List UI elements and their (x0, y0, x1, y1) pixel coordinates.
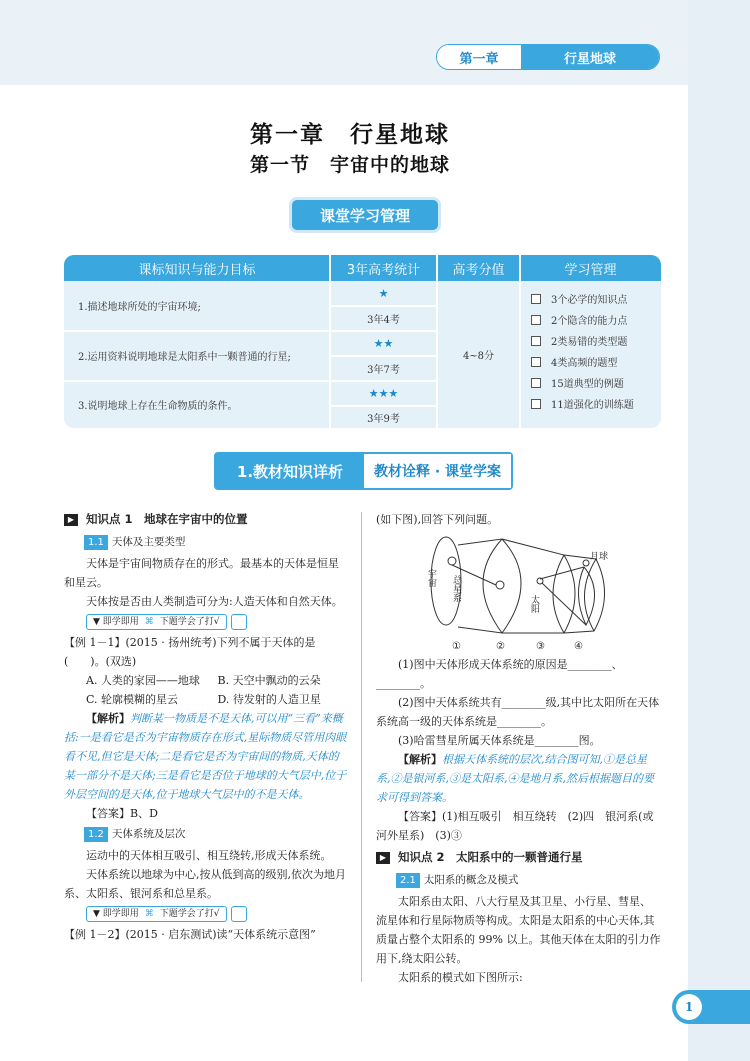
paragraph: (如下图),回答下列问题。 (376, 513, 499, 526)
question-2: (2)图中天体系统共有________级,其中比太阳所在天体系统高一级的天体系统是________。 (376, 696, 660, 728)
checkbox[interactable] (531, 336, 541, 346)
label-n2: ② (496, 641, 505, 652)
label-n4: ④ (574, 641, 583, 652)
practice-bar: ▼ 即学即用 ⌘ 下题学会了打√ (86, 906, 349, 922)
practice-bar: ▼ 即学即用 ⌘ 下题学会了打√ (86, 614, 349, 630)
banner-right: 教材诠释 · 课堂学案 (364, 454, 511, 488)
knowledge-point-2 (376, 848, 661, 867)
label-moon: 月球 (590, 552, 609, 562)
page-subtitle: 第一节 宇宙中的地球 (249, 154, 450, 176)
checkbox[interactable] (531, 315, 541, 325)
section-pill: 课堂学习管理 (292, 200, 438, 230)
right-column (376, 510, 661, 987)
subsection-2-1: 2.1 太阳系的概念及模式 (396, 871, 661, 890)
divider (519, 255, 521, 428)
page-number: 1 (676, 994, 702, 1020)
stars-2: ★★ (373, 337, 394, 350)
header-goals: 课标知识与能力目标 (138, 262, 256, 278)
label-n1: ① (452, 641, 461, 652)
answer: 【答案】B、D (86, 807, 158, 820)
left-column (64, 510, 349, 944)
count-3: 3年9考 (367, 414, 400, 425)
paragraph: 天体按是否由人类制造可分为:人造天体和自然天体。 (86, 595, 343, 608)
goal-1: 1.描述地球所处的宇宙环境; (78, 302, 201, 313)
checkbox[interactable] (531, 399, 541, 409)
page-title: 第一章 行星地球 (250, 122, 450, 148)
check-item: 2类易错的类型题 (531, 333, 627, 348)
section-banner (214, 452, 513, 490)
check-item: 15道典型的例题 (531, 375, 624, 390)
check-item: 2个隐含的能力点 (531, 312, 627, 327)
knot-icon: ⌘ (144, 616, 154, 627)
play-icon: ▶ (376, 852, 390, 864)
question-1: (1)图中天体形成天体系统的原因是________、________。 (376, 658, 623, 690)
answer: 【答案】(1)相互吸引 相互绕转 (2)四 银河系(或河外星系) (3)③ (376, 810, 654, 842)
diagram-svg (376, 533, 661, 653)
score-range: 4~8分 (462, 351, 495, 362)
example-options: A. 人类的家园——地球 B. 天空中飘动的云朵 C. 轮廓模糊的星云 D. 待发射的人造卫星 (86, 674, 321, 706)
subsection-1-2: 1.2 天体系统及层次 (84, 825, 349, 844)
checkbox[interactable] (531, 294, 541, 304)
paragraph: 天体系统以地球为中心,按从低到高的级别,依次为地月系、太阳系、银河系和总星系。 (64, 868, 346, 900)
label-sun: 太阳 (529, 595, 539, 613)
chapter-tab-name: 行星地球 (521, 45, 659, 69)
check-item: 3个必学的知识点 (531, 291, 627, 306)
checkbox[interactable] (531, 357, 541, 367)
label-n3: ③ (536, 641, 545, 652)
analysis: 【解析】判断某一物质是不是天体,可以用“三看”来概括:一是看它是否为宇宙物质存在形式,星际物质尽管用肉眼看不见,但它是天体;二是看它是否为宇宙间的物质,天体的某一部分不是天体;三是看它是否位于地球的大气层中,位于外层空间的是天体,位于地球大气层中的不是天体。 (64, 712, 347, 801)
banner-left: 1.教材知识详析 (216, 454, 364, 488)
check-box[interactable] (231, 906, 247, 922)
goals-table (64, 255, 661, 428)
goals-table-header (64, 255, 661, 281)
top-band (0, 0, 750, 85)
paragraph: 天体是宇宙间物质存在的形式。最基本的天体是恒星和星云。 (64, 557, 339, 589)
label-total: 总星系 (451, 575, 461, 602)
header-stats: 3年高考统计 (346, 262, 421, 278)
example-1-1: 【例 1－1】(2015 · 扬州统考)下列不属于天体的是( )。(双选) (64, 636, 316, 668)
paragraph: 太阳系的模式如下图所示: (398, 971, 523, 984)
kp1-title: 知识点 1 地球在宇宙中的位置 (86, 512, 248, 526)
stars-1: ★ (378, 286, 389, 300)
analysis: 【解析】根据天体系统的层次,结合图可知,①是总星系,②是银河系,③是太阳系,④是地月系,然后根据题目的要求可得到答案。 (376, 753, 654, 804)
check-box[interactable] (231, 614, 247, 630)
chapter-tab-label: 第一章 (437, 45, 521, 69)
knot-icon: ⌘ (144, 908, 154, 919)
check-item: 11道强化的训练题 (531, 396, 634, 411)
knowledge-point-1 (64, 510, 349, 529)
stars-3: ★★★ (368, 387, 399, 400)
paragraph: 运动中的天体相互吸引、相互绕转,形成天体系统。 (86, 849, 332, 862)
subsection-1-1: 1.1 天体及主要类型 (84, 533, 349, 552)
play-icon: ▶ (64, 514, 78, 526)
kp2-title: 知识点 2 太阳系中的一颗普通行星 (398, 850, 583, 864)
celestial-system-diagram (376, 533, 661, 653)
question-3: (3)哈雷彗星所属天体系统是________图。 (398, 734, 601, 747)
paragraph: 太阳系由太阳、八大行星及其卫星、小行星、彗星、流星体和行星际物质等构成。太阳是太阳系的中心天体,其质量占整个太阳系的 99% 以上。其他天体在太阳的引力作用下,绕太阳公转。 (376, 895, 661, 965)
goal-2: 2.运用资料说明地球是太阳系中一颗普通的行星; (78, 351, 291, 363)
count-1: 3年4考 (367, 315, 400, 326)
example-1-2: 【例 1－2】(2015 · 启东测试)读“天体系统示意图” (64, 928, 316, 941)
label-universe: 宇宙 (426, 569, 436, 587)
check-item: 4类高频的题型 (531, 354, 617, 369)
header-score: 高考分值 (452, 262, 505, 278)
count-2: 3年7考 (367, 365, 400, 376)
header-management: 学习管理 (564, 262, 617, 278)
checkbox[interactable] (531, 378, 541, 388)
column-divider (361, 512, 362, 982)
chapter-tab (436, 44, 660, 70)
goal-3: 3.说明地球上存在生命物质的条件。 (78, 400, 238, 412)
